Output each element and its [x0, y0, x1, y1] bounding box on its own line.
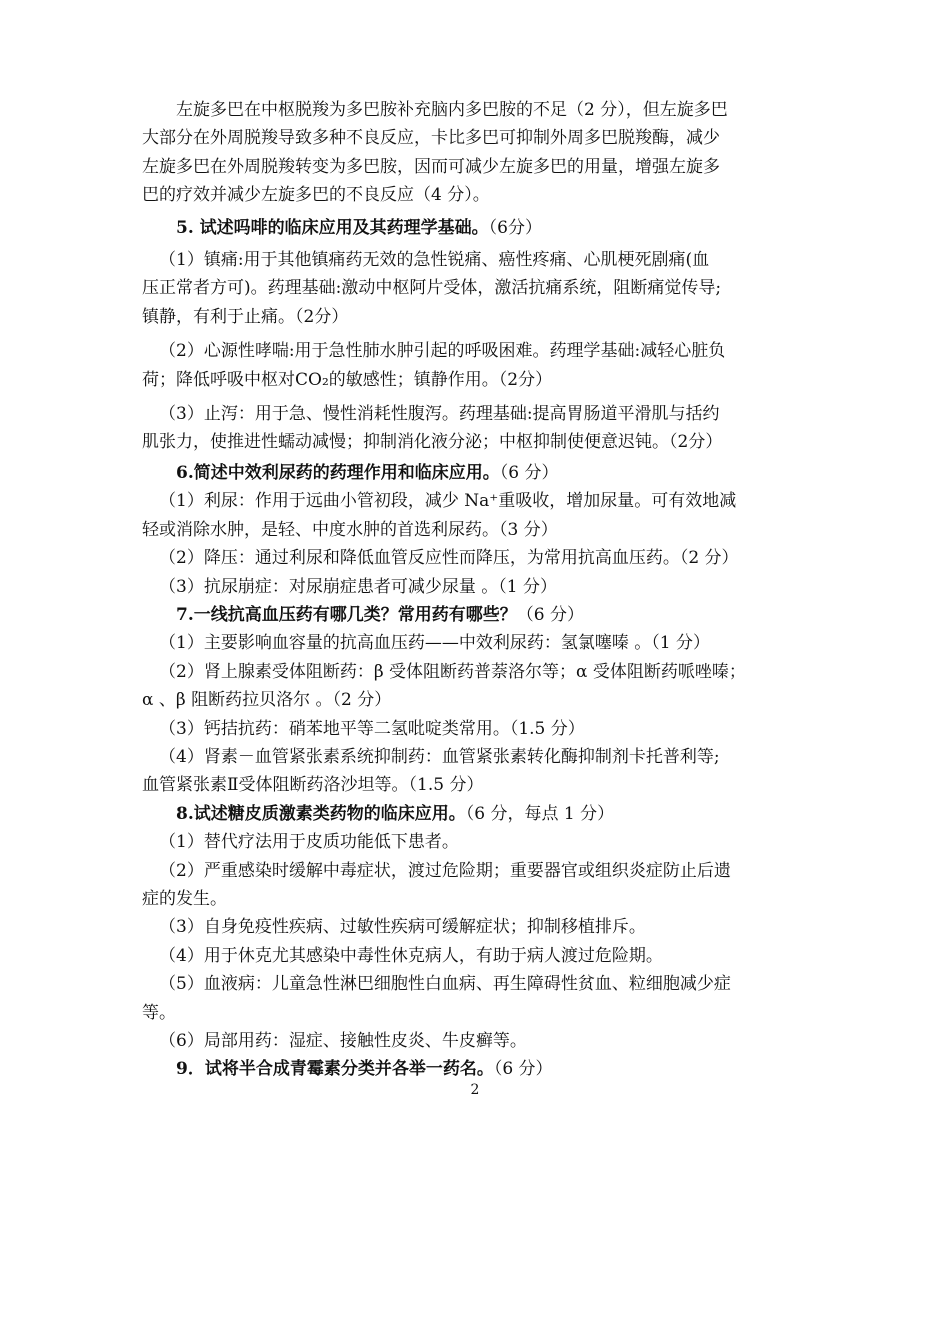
text-line: （1）利尿：作用于远曲小管初段，减少 Na⁺重吸收，增加尿量。可有效地减	[159, 491, 737, 512]
text-line: （3）自身免疫性疾病、过敏性疾病可缓解症状；抑制移植排斥。	[159, 917, 646, 938]
text-line: 左旋多巴在外周脱羧转变为多巴胺，因而可减少左旋多巴的用量，增强左旋多	[142, 156, 720, 177]
text-line: （4）肾素－血管紧张素系统抑制药：血管紧张素转化酶抑制剂卡托普利等;	[159, 746, 720, 767]
text-line: （3）止泻：用于急、慢性消耗性腹泻。药理基础:提高胃肠道平滑肌与括约	[159, 404, 720, 425]
question-7-item-2	[142, 658, 797, 715]
question-9-heading	[142, 1055, 797, 1083]
question-6-item-2	[142, 544, 797, 572]
text-line: 血管紧张素Ⅱ受体阻断药洛沙坦等。（1.5 分）	[142, 775, 484, 796]
question-score: （6 分）	[499, 462, 559, 483]
question-score: （6 分）	[516, 604, 584, 625]
text-line: （2）降压：通过利尿和降低血管反应性而降压，为常用抗高血压药。（2 分）	[159, 548, 739, 569]
question-6-item-3	[142, 573, 797, 601]
question-8-heading	[142, 800, 797, 828]
page-content	[142, 96, 797, 1084]
page-number: 2	[470, 1082, 480, 1098]
question-6-heading	[142, 459, 797, 487]
question-title: 5. 试述吗啡的临床应用及其药理学基础。	[176, 217, 489, 238]
question-6-item-1	[142, 487, 797, 544]
question-8-item-1	[142, 828, 797, 856]
text-line: （3）钙拮抗药：硝苯地平等二氢吡啶类常用。（1.5 分）	[159, 718, 585, 739]
text-line: 等。	[142, 1002, 176, 1023]
question-score: （6分）	[488, 217, 542, 238]
text-line: 左旋多巴在中枢脱羧为多巴胺补充脑内多巴胺的不足（2 分），但左旋多巴	[176, 100, 728, 120]
text-line: （1）镇痛:用于其他镇痛药无效的急性锐痛、癌性疼痛、心肌梗死剧痛(血	[159, 250, 710, 271]
question-5-item-2	[142, 337, 797, 394]
question-title: 7.一线抗高血压药有哪几类？常用药有哪些？	[176, 604, 517, 625]
text-line: 大部分在外周脱羧导致多种不良反应，卡比多巴可抑制外周多巴脱羧酶，减少	[142, 128, 720, 149]
text-line: 轻或消除水肿，是轻、中度水肿的首选利尿药。（3 分）	[142, 519, 558, 540]
question-8-item-4	[142, 942, 797, 970]
question-title: 6.简述中效利尿药的药理作用和临床应用。	[176, 462, 500, 483]
text-line: （2）心源性哮喘:用于急性肺水肿引起的呼吸困难。药理学基础:减轻心脏负	[159, 341, 726, 362]
text-line: 巴的疗效并减少左旋多巴的不良反应（4 分）。	[142, 185, 490, 206]
text-line: （1）替代疗法用于皮质功能低下患者。	[159, 832, 459, 853]
text-line: 荷；降低呼吸中枢对CO₂的敏感性；镇静作用。（2分）	[142, 369, 553, 390]
question-8-item-6	[142, 1027, 797, 1055]
question-7-item-1	[142, 629, 797, 657]
text-line: （6）局部用药：湿症、接触性皮炎、牛皮癣等。	[159, 1031, 527, 1051]
text-line: α 、β 阻断药拉贝洛尔 。（2 分）	[142, 690, 392, 711]
question-score: （6 分）	[493, 1059, 553, 1080]
question-7-item-4	[142, 743, 797, 800]
question-5-heading	[142, 214, 797, 242]
text-line: 压正常者方可)。药理基础:激动中枢阿片受体，激活抗痛系统，阻断痛觉传导;	[142, 278, 722, 299]
question-5-item-3	[142, 400, 797, 457]
question-7-heading	[142, 601, 797, 629]
question-score: （6 分，每点 1 分）	[465, 803, 615, 824]
text-line: （2）肾上腺素受体阻断药：β 受体阻断药普萘洛尔等；α 受体阻断药哌唑嗪；	[159, 661, 746, 682]
text-line: （1）主要影响血容量的抗高血压药——中效利尿药：氢氯噻嗪 。（1 分）	[159, 633, 710, 654]
text-line: 症的发生。	[142, 888, 227, 909]
question-title: 9．试将半合成青霉素分类并各举一药名。	[176, 1059, 494, 1080]
text-line: （2）严重感染时缓解中毒症状，渡过危险期；重要器官或组织炎症防止后遗	[159, 860, 731, 881]
question-8-item-5	[142, 970, 797, 1027]
question-8-item-2	[142, 857, 797, 914]
question-title: 8.试述糖皮质激素类药物的临床应用。	[176, 803, 466, 824]
question-7-item-3	[142, 715, 797, 743]
text-line: （4）用于休克尤其感染中毒性休克病人，有助于病人渡过危险期。	[159, 945, 663, 966]
text-line: 镇静，有利于止痛。（2分）	[142, 306, 349, 327]
text-line: （3）抗尿崩症：对尿崩症患者可减少尿量 。（1 分）	[159, 576, 557, 597]
text-line: 肌张力，使推进性蠕动减慢；抑制消化液分泌；中枢抑制使便意迟钝。（2分）	[142, 432, 723, 453]
text-line: （5）血液病：儿童急性淋巴细胞性白血病、再生障碍性贫血、粒细胞减少症	[159, 974, 731, 995]
intro-paragraph	[142, 96, 797, 210]
question-8-item-3	[142, 913, 797, 941]
question-5-item-1	[142, 246, 797, 331]
